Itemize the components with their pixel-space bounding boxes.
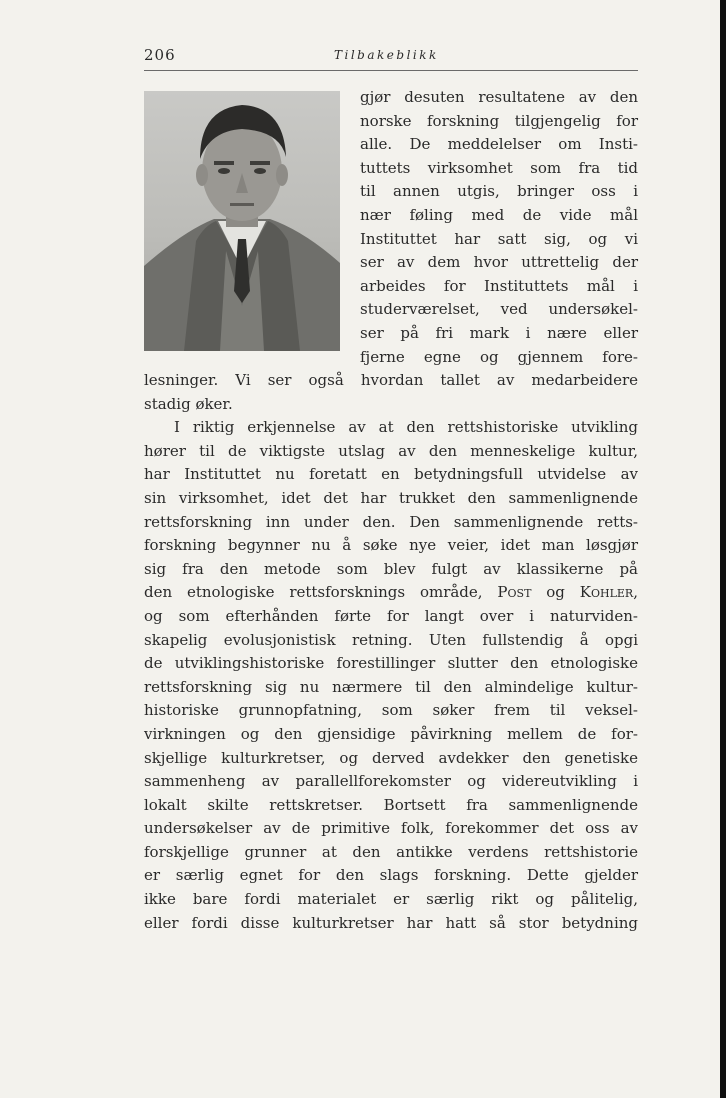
text-line: I riktig erkjennelse av at den rettshistoriske utvikling bbox=[174, 418, 638, 437]
text-line: er særlig egnet for den slags forskning. Dette gjelder bbox=[144, 866, 638, 885]
portrait-photograph bbox=[144, 91, 340, 351]
text-line: alle. De meddelelser om Insti- bbox=[360, 135, 638, 154]
text-line: forskjellige grunner at den antikke verdens rettshistorie bbox=[144, 842, 638, 861]
text-line: nær føling med de vide mål bbox=[360, 205, 638, 224]
text-fragment: og bbox=[546, 583, 565, 602]
text-line: hører til de viktigste utslag av den menneskelige kultur, bbox=[144, 441, 638, 460]
text-line: til annen utgis, bringer oss i bbox=[360, 182, 638, 201]
page-edge bbox=[720, 0, 726, 1098]
portrait-icon bbox=[144, 91, 340, 351]
text-line bbox=[144, 581, 638, 605]
page-number: 206 bbox=[144, 46, 176, 64]
text-line: ser av dem hvor uttrettelig der bbox=[360, 253, 638, 272]
text-line: skjellige kulturkretser, og derved avdekker den genetiske bbox=[144, 748, 638, 767]
author-name-post: Post bbox=[497, 583, 532, 602]
text-line: rettsforskning inn under den. Den sammenlignende retts- bbox=[144, 512, 638, 531]
header-rule bbox=[144, 70, 638, 71]
text-line: norske forskning tilgjengelig for bbox=[360, 111, 638, 130]
text-line: forskning begynner nu å søke nye veier, idet man løsgjør bbox=[144, 536, 638, 555]
text-line: lesninger. Vi ser også hvordan tallet av medarbeidere bbox=[144, 371, 638, 389]
body-text bbox=[144, 369, 638, 935]
text-line: ikke bare fordi materialet er særlig rikt og pålitelig, bbox=[144, 890, 638, 909]
text-line: de utviklingshistoriske forestillinger slutter den etnologiske bbox=[144, 654, 638, 673]
text-line: ser på fri mark i nære eller bbox=[360, 323, 638, 342]
text-line: stadig øker. bbox=[144, 394, 233, 413]
text-line: arbeides for Instituttets mål i bbox=[360, 276, 638, 295]
text-line: virkningen og den gjensidige påvirkning mellem de for- bbox=[144, 724, 638, 743]
right-column-text bbox=[360, 86, 638, 369]
text-line: sig fra den metode som blev fulgt av klassikerne på bbox=[144, 559, 638, 578]
text-line: sammenheng av parallellforekomster og videreutvikling i bbox=[144, 772, 638, 791]
text-line: historiske grunnopfatning, som søker frem til veksel- bbox=[144, 701, 638, 720]
running-title: Tilbakeblikk bbox=[334, 48, 439, 62]
text-line: undersøkelser av de primitive folk, forekommer det oss av bbox=[144, 819, 638, 838]
text-line: tuttets virksomhet som fra tid bbox=[360, 158, 638, 177]
text-line: gjør desuten resultatene av den bbox=[360, 88, 638, 106]
text-line: Instituttet har satt sig, og vi bbox=[360, 229, 638, 248]
text-line: skapelig evolusjonistisk retning. Uten fullstendig å opgi bbox=[144, 630, 638, 649]
page-header bbox=[144, 46, 638, 72]
text-line: fjerne egne og gjennem fore- bbox=[360, 347, 638, 366]
author-name-kohler: Kohler bbox=[579, 583, 634, 602]
text-line: sin virksomhet, idet det har trukket den sammenlignende bbox=[144, 488, 638, 507]
text-line: og som efterhånden førte for langt over i naturviden- bbox=[144, 606, 638, 625]
text-line: rettsforskning sig nu nærmere til den almindelige kultur- bbox=[144, 677, 638, 696]
text-fragment: den etnologiske rettsforsknings område, bbox=[144, 583, 483, 602]
text-line: eller fordi disse kulturkretser har hatt så stor betydning bbox=[144, 913, 638, 932]
text-line: lokalt skilte rettskretser. Bortsett fra sammenlignende bbox=[144, 795, 638, 814]
text-fragment: , bbox=[633, 583, 638, 602]
text-line: har Instituttet nu foretatt en betydningsfull utvidelse av bbox=[144, 465, 638, 484]
text-line: studerværelset, ved undersøkel- bbox=[360, 300, 638, 319]
